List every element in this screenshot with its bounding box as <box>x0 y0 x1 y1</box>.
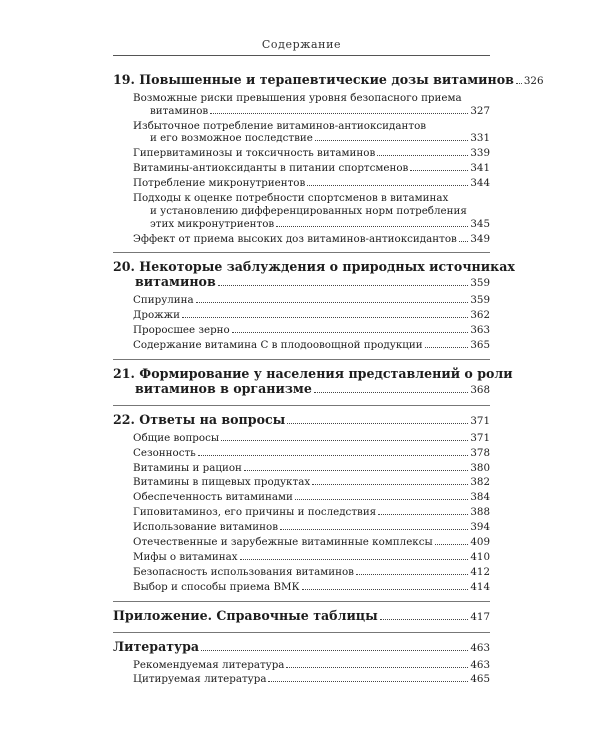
page-number: 362 <box>470 309 490 322</box>
chapter-22-group <box>113 412 490 594</box>
dot-leader <box>435 544 469 545</box>
dot-leader <box>240 559 469 560</box>
toc-entry[interactable] <box>133 521 490 534</box>
entry-title: Содержание витамина С в плодоовощной продукции <box>133 339 423 351</box>
page-number: 327 <box>470 104 490 117</box>
page-number: 371 <box>470 431 490 444</box>
dot-leader <box>280 529 468 530</box>
entry-title: Дрожжи <box>133 309 180 322</box>
page-number: 410 <box>470 550 490 563</box>
section-divider <box>113 252 490 253</box>
dot-leader <box>182 317 468 318</box>
dot-leader <box>244 470 468 471</box>
page-number: 384 <box>470 491 490 504</box>
dot-leader <box>378 514 468 515</box>
toc-entry[interactable] <box>133 339 490 352</box>
entry-title: Витамины и рацион <box>133 461 242 474</box>
entry-title: Цитируемая литература <box>133 673 267 686</box>
page-number: 412 <box>470 565 490 578</box>
entry-title: Общие вопросы <box>133 431 220 444</box>
chapter-title-line: 20. Некоторые заблуждения о природных источниках <box>113 259 515 275</box>
chapter-20-group <box>113 259 515 351</box>
appendix[interactable] <box>113 608 490 625</box>
toc-entry[interactable] <box>133 659 490 672</box>
entry-title-line: и его возможное последствие <box>150 132 313 145</box>
page-number: 349 <box>470 232 490 245</box>
dot-leader <box>221 440 468 441</box>
toc-entry[interactable] <box>133 177 490 190</box>
dot-leader <box>380 619 469 620</box>
chapter-20[interactable] <box>113 259 515 291</box>
dot-leader <box>196 302 469 303</box>
toc-entry[interactable] <box>133 233 490 246</box>
page-number: 382 <box>470 476 490 489</box>
entry-title: Гиповитаминоз, его причины и последствия <box>133 506 377 519</box>
chapter-title: Приложение. Справочные таблицы <box>113 607 378 623</box>
page-number: 368 <box>470 383 490 396</box>
dot-leader <box>314 392 468 393</box>
dot-leader <box>295 499 468 500</box>
entry-title: Рекомендуемая литература <box>133 658 285 671</box>
toc-entry[interactable] <box>133 447 490 460</box>
page-number: 409 <box>470 536 490 549</box>
entry-title: Отечественные и зарубежные витаминные комплексы <box>133 536 433 549</box>
entry-title: Спирулина <box>133 294 194 307</box>
toc-entry[interactable] <box>133 673 490 686</box>
chapter-title: 19. Повышенные и терапевтические дозы витаминов <box>113 72 514 87</box>
toc-entry[interactable] <box>133 462 490 475</box>
dot-leader <box>268 681 468 682</box>
entry-title: Потребление микронутриентов <box>133 177 306 190</box>
entry-title: Витамины в пищевых продуктах <box>133 476 311 489</box>
appendix-group <box>113 608 490 625</box>
toc-entry[interactable] <box>133 324 490 337</box>
toc-entry[interactable] <box>133 566 490 579</box>
entry-title: Безопасность использования витаминов <box>133 565 354 578</box>
toc-entry[interactable] <box>133 92 490 118</box>
toc-entry[interactable] <box>133 551 490 564</box>
dot-leader <box>287 423 468 424</box>
toc-entry[interactable] <box>133 294 490 307</box>
entry-title-line: этих микронутриентов <box>150 217 275 230</box>
page-number: 365 <box>470 339 490 351</box>
page-number: 388 <box>470 506 490 519</box>
toc-entry[interactable] <box>133 162 490 175</box>
page-number: 326 <box>523 75 544 87</box>
page-number: 359 <box>470 277 490 290</box>
toc-entry[interactable] <box>133 192 490 230</box>
section-divider <box>113 601 490 602</box>
dot-leader <box>286 667 468 668</box>
chapter-19[interactable] <box>113 72 544 89</box>
dot-leader <box>516 83 522 84</box>
literature-group <box>113 639 490 687</box>
entry-title-line: и установлению дифференцированных норм потребления <box>150 204 467 217</box>
dot-leader <box>377 155 468 156</box>
page-number: 380 <box>470 461 490 474</box>
dot-leader <box>307 185 468 186</box>
dot-leader <box>198 455 469 456</box>
page-number: 371 <box>470 414 490 427</box>
dot-leader <box>410 170 468 171</box>
page-number: 394 <box>470 521 490 534</box>
chapter-title-line: 21. Формирование у населения представлений о роли <box>113 365 513 381</box>
dot-leader <box>218 285 469 286</box>
dot-leader <box>459 241 469 242</box>
entry-title: Обеспеченность витаминами <box>133 491 293 504</box>
entry-title-line: Подходы к оценке потребности спортсменов в витаминах <box>133 192 449 205</box>
chapter-title-line: витаминов <box>135 274 216 290</box>
entry-title: Витамины-антиоксиданты в питании спортсменов <box>133 162 409 175</box>
entry-title: Гипервитаминозы и токсичность витаминов <box>133 147 376 160</box>
chapter-21-group <box>113 365 513 398</box>
page-number: 345 <box>470 217 490 230</box>
dot-leader <box>312 484 468 485</box>
literature[interactable] <box>113 639 490 656</box>
section-divider <box>113 632 490 633</box>
section-divider <box>113 405 490 406</box>
entry-title: Эффект от приема высоких доз витаминов-антиоксидантов <box>133 232 457 245</box>
toc-entry[interactable] <box>133 309 490 322</box>
dot-leader <box>356 574 468 575</box>
entry-title-line: Возможные риски превышения уровня безопасного приема <box>133 92 462 104</box>
dot-leader <box>425 347 469 348</box>
page-number: 344 <box>470 177 490 190</box>
chapter-title-line: витаминов в организме <box>135 380 312 396</box>
dot-leader <box>302 589 469 590</box>
dot-leader <box>315 140 469 141</box>
page-number: 363 <box>470 324 490 337</box>
entry-title: Выбор и способы приема ВМК <box>133 580 300 593</box>
toc-entry[interactable] <box>133 432 490 445</box>
toc-entry[interactable] <box>133 506 490 519</box>
page-number: 339 <box>470 147 490 160</box>
page-number: 463 <box>470 641 490 654</box>
header-rule <box>113 55 490 56</box>
page-number: 463 <box>470 658 490 671</box>
chapter-title: Литература <box>113 638 200 654</box>
section-divider <box>113 359 490 360</box>
entry-title-line: Избыточное потребление витаминов-антиоксидантов <box>133 119 427 132</box>
toc-entry[interactable] <box>133 536 490 549</box>
chapter-title: 22. Ответы на вопросы <box>113 411 286 427</box>
toc-entry[interactable] <box>133 491 490 504</box>
entry-title-line: витаминов <box>150 104 209 117</box>
dot-leader <box>276 226 468 227</box>
toc-entry[interactable] <box>133 581 490 594</box>
dot-leader <box>232 332 469 333</box>
page-number: 414 <box>470 580 490 593</box>
entry-title: Использование витаминов <box>133 521 279 534</box>
toc-entry[interactable] <box>133 120 490 146</box>
page-number: 417 <box>470 610 490 623</box>
page-number: 341 <box>470 162 490 175</box>
page-number: 465 <box>470 673 490 686</box>
chapter-21[interactable] <box>113 365 513 398</box>
running-header: Содержание <box>261 38 342 51</box>
table-of-contents <box>113 72 544 688</box>
entry-title: Сезонность <box>133 446 196 459</box>
page-number: 331 <box>470 132 490 145</box>
chapter-22[interactable] <box>113 412 490 429</box>
toc-entry[interactable] <box>133 147 490 160</box>
page-number: 378 <box>470 446 490 459</box>
dot-leader <box>201 650 468 651</box>
entry-title: Мифы о витаминах <box>133 550 238 563</box>
entry-title: Проросшее зерно <box>133 324 230 337</box>
chapter-19-group <box>113 72 544 245</box>
page-number: 359 <box>470 294 490 307</box>
dot-leader <box>210 113 468 114</box>
toc-entry[interactable] <box>133 476 490 489</box>
